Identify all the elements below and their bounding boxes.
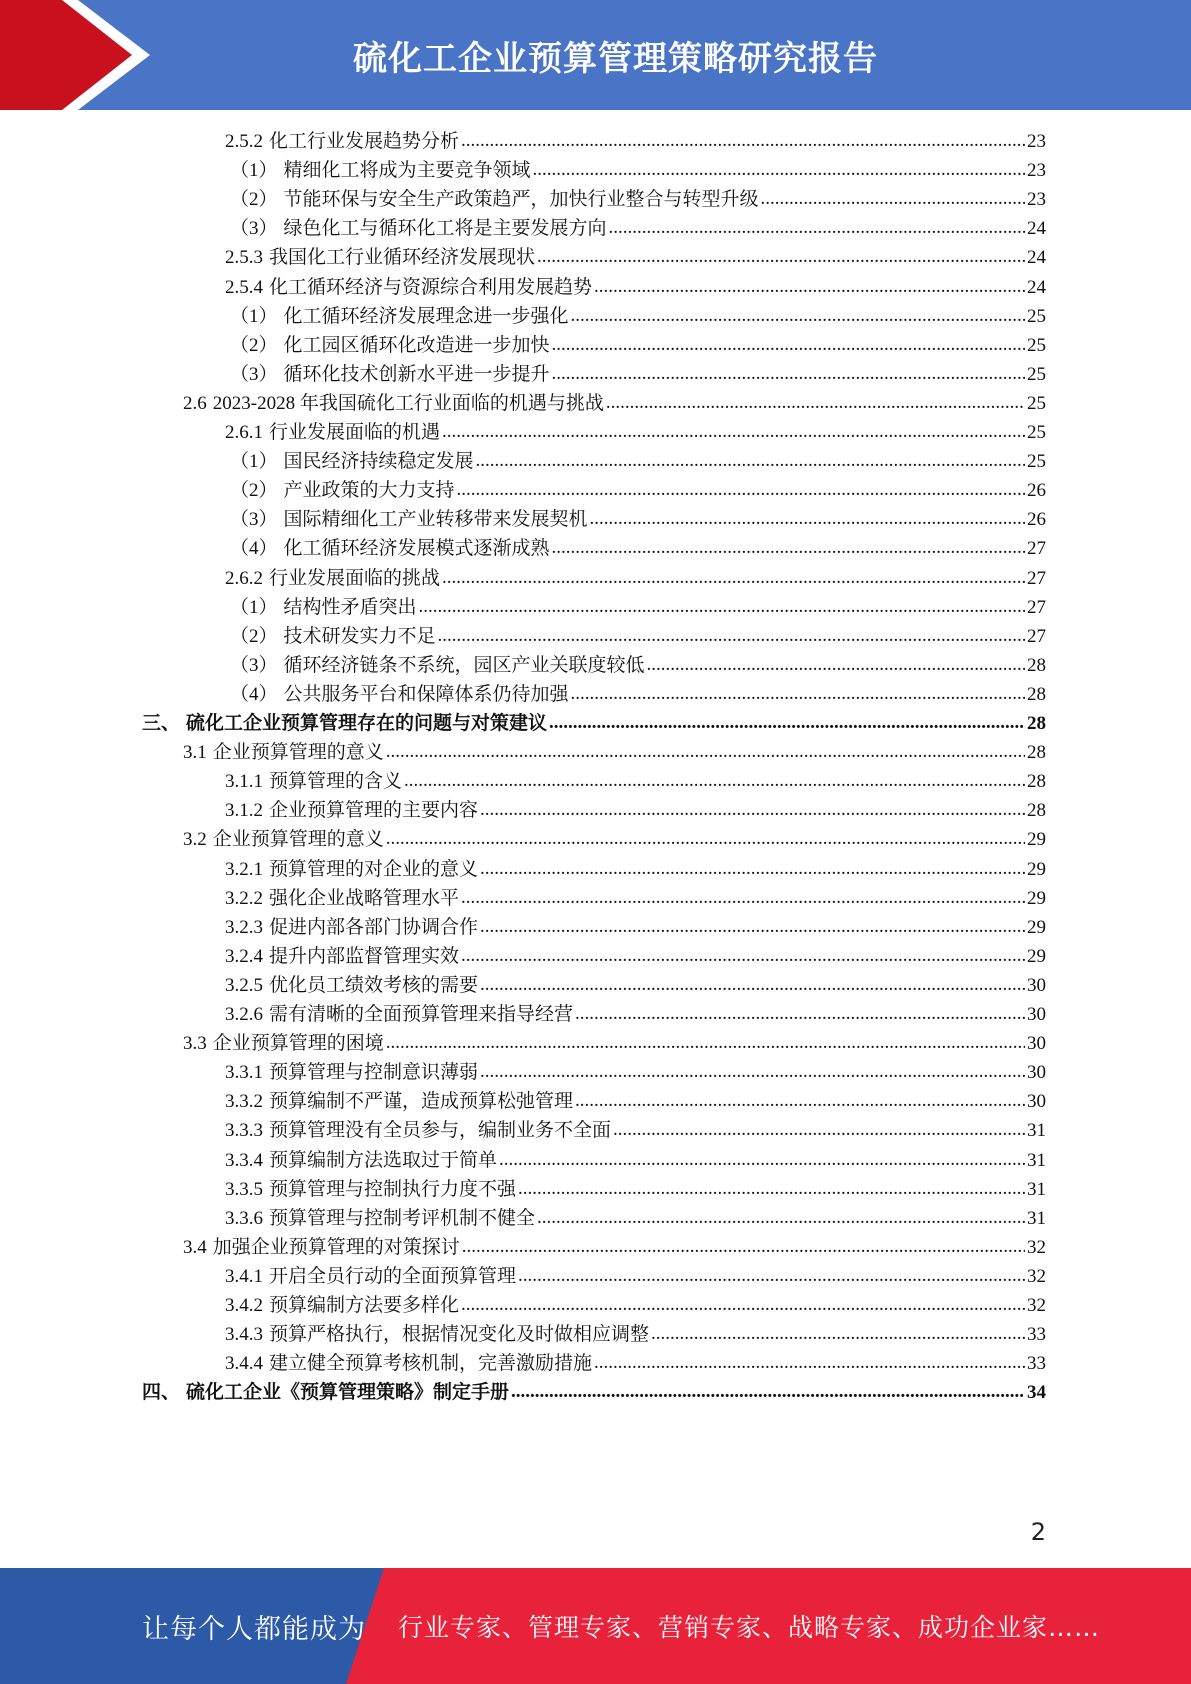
toc-dot-leader: [552, 369, 1025, 388]
toc-entry[interactable]: [0, 563, 1046, 594]
toc-dot-leader: [537, 252, 1025, 271]
toc-entry-title: 企业预算管理的意义: [212, 829, 384, 851]
toc-entry-title: 预算编制方法要多样化: [269, 1295, 460, 1316]
toc-entry-page: 31: [1027, 1120, 1046, 1142]
toc-entry-page: 32: [1027, 1236, 1046, 1258]
toc-entry-page: 30: [1027, 1091, 1046, 1113]
toc-dot-leader: [575, 1009, 1025, 1028]
toc-entry-number: 2.6: [183, 392, 207, 414]
toc-entry-title: 建立健全预算考核机制，完善激励措施: [269, 1353, 593, 1375]
toc-entry[interactable]: [0, 941, 1046, 972]
toc-entry-number: 3.2.2: [225, 887, 263, 909]
toc-entry-page: 23: [1027, 131, 1046, 152]
toc-dot-leader: [511, 1387, 1025, 1406]
toc-dot-leader: [609, 223, 1025, 242]
toc-entry-number: 3.2.4: [225, 945, 263, 967]
toc-entry-number: （2）: [230, 625, 278, 647]
toc-entry[interactable]: [0, 592, 1046, 623]
toc-entry[interactable]: [0, 679, 1046, 710]
toc-dot-leader: [480, 922, 1025, 941]
toc-entry-number: 四、: [142, 1382, 181, 1404]
toc-dot-leader: [386, 1038, 1025, 1057]
toc-entry[interactable]: [0, 970, 1046, 1001]
toc-entry-number: 3.4: [183, 1236, 207, 1258]
toc-entry[interactable]: [0, 417, 1046, 448]
toc-entry-title: 预算严格执行，根据情况变化及时做相应调整: [269, 1324, 650, 1346]
toc-entry-page: 28: [1027, 800, 1046, 822]
toc-entry-number: （2）: [230, 189, 278, 211]
toc-entry-page: 23: [1027, 189, 1046, 211]
toc-entry-page: 29: [1027, 887, 1046, 909]
toc-entry-number: 3.3.2: [225, 1091, 263, 1113]
toc-entry-number: （1）: [230, 160, 278, 182]
toc-dot-leader: [761, 194, 1025, 213]
toc-entry-number: 3.3.6: [225, 1207, 263, 1229]
toc-dot-leader: [476, 456, 1025, 475]
toc-entry-title: 预算编制不严谨，造成预算松弛管理: [269, 1091, 574, 1113]
toc-entry-title: 预算管理的对企业的意义: [269, 858, 479, 880]
toc-dot-leader: [480, 864, 1025, 883]
toc-dot-leader: [552, 543, 1025, 562]
page-header: [0, 0, 1191, 110]
toc-entry-page: 32: [1027, 1295, 1046, 1316]
toc-entry-page: 24: [1027, 247, 1046, 269]
toc-entry-page: 30: [1027, 1004, 1046, 1025]
toc-entry[interactable]: [0, 1203, 1046, 1234]
toc-entry-number: 3.1.1: [225, 771, 263, 793]
toc-entry-title: 国民经济持续稳定发展: [283, 451, 474, 473]
toc-entry-title: 强化企业战略管理水平: [269, 887, 460, 909]
toc-entry[interactable]: [0, 1232, 1046, 1263]
toc-entry-page: 26: [1027, 480, 1046, 502]
toc-entry-title: 2023-2028 年我国硫化工行业面临的机遇与挑战: [212, 392, 604, 414]
toc-entry[interactable]: [0, 708, 1046, 739]
toc-entry[interactable]: [0, 854, 1046, 885]
toc-entry-number: （1）: [230, 305, 278, 327]
toc-entry-page: 24: [1027, 218, 1046, 240]
toc-entry-number: （3）: [230, 218, 278, 240]
toc-dot-leader: [499, 1155, 1025, 1174]
toc-entry[interactable]: [0, 155, 1046, 186]
toc-entry-title: 绿色化工与循环化工将是主要发展方向: [283, 218, 607, 240]
toc-entry-page: 28: [1027, 742, 1046, 764]
toc-entry-title: 加强企业预算管理的对策探讨: [212, 1236, 460, 1258]
toc-entry[interactable]: [0, 1115, 1046, 1146]
toc-entry-title: 循环经济链条不系统，园区产业关联度较低: [283, 654, 645, 676]
toc-entry[interactable]: [0, 766, 1046, 797]
toc-dot-leader: [461, 893, 1025, 912]
toc-entry-page: 33: [1027, 1353, 1046, 1375]
toc-entry-number: （2）: [230, 480, 278, 502]
toc-entry-title: 产业政策的大力支持: [283, 480, 455, 502]
toc-dot-leader: [404, 776, 1025, 795]
toc-dot-leader: [461, 136, 1025, 155]
toc-entry-number: 3.4.3: [225, 1324, 263, 1346]
toc-entry-page: 27: [1027, 538, 1046, 560]
toc-entry-title: 提升内部监督管理实效: [269, 945, 460, 967]
toc-dot-leader: [386, 747, 1025, 766]
toc-entry-number: （1）: [230, 596, 278, 618]
toc-entry-number: 3.4.4: [225, 1353, 263, 1375]
toc-entry[interactable]: [0, 330, 1046, 361]
toc-entry-title: 硫化工企业预算管理存在的问题与对策建议: [186, 713, 548, 734]
toc-entry-page: 26: [1027, 509, 1046, 531]
toc-entry-number: （4）: [230, 538, 278, 560]
toc-dot-leader: [438, 631, 1025, 650]
toc-dot-leader: [480, 805, 1025, 824]
toc-entry[interactable]: [0, 1377, 1046, 1408]
toc-entry-page: 31: [1027, 1178, 1046, 1200]
toc-entry[interactable]: [0, 621, 1046, 652]
toc-entry-title: 预算管理与控制意识薄弱: [269, 1062, 479, 1084]
toc-entry-title: 行业发展面临的机遇: [269, 422, 441, 443]
toc-entry-number: 3.2.5: [225, 974, 263, 996]
toc-entry-title: 优化员工绩效考核的需要: [269, 974, 479, 996]
toc-dot-leader: [419, 602, 1025, 621]
toc-entry-title: 促进内部各部门协调合作: [269, 916, 479, 938]
toc-entry-number: 3.3.4: [225, 1149, 263, 1171]
toc-dot-leader: [462, 1242, 1025, 1261]
toc-entry-number: （3）: [230, 509, 278, 531]
toc-entry-page: 25: [1027, 451, 1046, 473]
toc-entry-page: 27: [1027, 567, 1046, 589]
toc-entry[interactable]: [0, 242, 1046, 273]
toc-dot-leader: [480, 980, 1025, 999]
toc-entry[interactable]: [0, 1174, 1046, 1205]
toc-entry[interactable]: [0, 1145, 1046, 1176]
toc-entry-number: 3.3.5: [225, 1178, 263, 1200]
toc-entry-number: 3.3.1: [225, 1062, 263, 1084]
toc-dot-leader: [647, 660, 1025, 679]
toc-entry-number: （3）: [230, 363, 278, 385]
toc-entry-title: 国际精细化工产业转移带来发展契机: [283, 509, 588, 531]
toc-entry-page: 34: [1027, 1382, 1046, 1404]
toc-entry-number: 3.1: [183, 742, 207, 764]
toc-entry[interactable]: [0, 1028, 1046, 1059]
toc-entry-title: 企业预算管理的困境: [212, 1033, 384, 1055]
toc-dot-leader: [461, 1300, 1025, 1319]
toc-dot-leader: [442, 427, 1025, 446]
toc-dot-leader: [549, 718, 1025, 737]
toc-entry-page: 29: [1027, 945, 1046, 967]
toc-entry-title: 技术研发实力不足: [283, 625, 436, 647]
toc-dot-leader: [571, 311, 1025, 330]
toc-entry-title: 节能环保与安全生产政策趋严，加快行业整合与转型升级: [283, 189, 759, 211]
toc-entry-number: 2.6.1: [225, 422, 263, 443]
toc-entry-number: 2.5.4: [225, 276, 263, 298]
toc-dot-leader: [552, 340, 1025, 359]
toc-entry[interactable]: [0, 126, 1046, 157]
toc-entry[interactable]: [0, 737, 1046, 768]
toc-entry[interactable]: [0, 213, 1046, 244]
toc-entry-page: 25: [1027, 422, 1046, 443]
toc-dot-leader: [518, 1271, 1025, 1290]
toc-entry[interactable]: [0, 301, 1046, 332]
toc-entry-title: 化工循环经济与资源综合利用发展趋势: [269, 276, 593, 298]
toc-dot-leader: [594, 282, 1025, 301]
toc-entry-page: 29: [1027, 916, 1046, 938]
toc-entry[interactable]: [0, 650, 1046, 681]
toc-entry-title: 精细化工将成为主要竞争领域: [283, 160, 531, 182]
toc-entry-page: 28: [1027, 654, 1046, 676]
toc-entry[interactable]: [0, 1057, 1046, 1088]
toc-entry[interactable]: [0, 1348, 1046, 1379]
toc-entry[interactable]: [0, 999, 1046, 1030]
toc-entry-page: 28: [1027, 683, 1046, 705]
document-title: 硫化工企业预算管理策略研究报告: [353, 38, 878, 79]
toc-entry-page: 30: [1027, 1062, 1046, 1084]
toc-entry-page: 24: [1027, 276, 1046, 298]
toc-dot-leader: [613, 1125, 1025, 1144]
toc-entry[interactable]: [0, 1086, 1046, 1117]
toc-entry-page: 31: [1027, 1207, 1046, 1229]
toc-dot-leader: [457, 485, 1025, 504]
toc-entry-page: 25: [1027, 392, 1046, 414]
toc-entry-page: 30: [1027, 974, 1046, 996]
toc-entry-title: 预算管理的含义: [269, 771, 403, 793]
toc-entry-number: （2）: [230, 334, 278, 356]
toc-entry-number: 3.3.3: [225, 1120, 263, 1142]
toc-entry-number: （4）: [230, 683, 278, 705]
toc-entry[interactable]: [0, 446, 1046, 477]
toc-entry[interactable]: [0, 475, 1046, 506]
toc-entry-title: 行业发展面临的挑战: [269, 567, 441, 589]
toc-entry-number: 3.2.6: [225, 1004, 263, 1025]
toc-entry-title: 企业预算管理的意义: [212, 742, 384, 764]
toc-entry-page: 25: [1027, 334, 1046, 356]
toc-entry-page: 29: [1027, 829, 1046, 851]
toc-entry-page: 25: [1027, 305, 1046, 327]
toc-dot-leader: [461, 951, 1025, 970]
toc-entry-number: 2.5.3: [225, 247, 263, 269]
toc-entry-page: 27: [1027, 596, 1046, 618]
toc-entry-number: （1）: [230, 451, 278, 473]
toc-entry-number: 3.2: [183, 829, 207, 851]
footer-slogan-left: 让每个人都能成为: [142, 1613, 366, 1645]
toc-dot-leader: [537, 1213, 1025, 1232]
toc-entry-title: 公共服务平台和保障体系仍待加强: [283, 683, 569, 705]
toc-dot-leader: [442, 573, 1025, 592]
toc-entry-title: 预算编制方法选取过于简单: [269, 1149, 498, 1171]
toc-entry-number: 3.4.2: [225, 1295, 263, 1316]
toc-entry-title: 化工循环经济发展理念进一步强化: [283, 305, 569, 327]
toc-entry[interactable]: [0, 795, 1046, 826]
toc-entry[interactable]: [0, 533, 1046, 564]
toc-dot-leader: [651, 1329, 1025, 1348]
toc-entry-number: 3.3: [183, 1033, 207, 1055]
toc-dot-leader: [575, 1096, 1025, 1115]
toc-entry-page: 25: [1027, 363, 1046, 385]
toc-entry-title: 循环化技术创新水平进一步提升: [283, 363, 550, 385]
toc-entry-number: 3.2.3: [225, 916, 263, 938]
toc-entry-title: 预算管理与控制执行力度不强: [269, 1178, 517, 1200]
toc-entry-page: 27: [1027, 625, 1046, 647]
toc-entry-title: 结构性矛盾突出: [283, 596, 417, 618]
toc-entry-number: 2.6.2: [225, 567, 263, 589]
toc-dot-leader: [480, 1067, 1025, 1086]
toc-entry-page: 31: [1027, 1149, 1046, 1171]
toc-entry[interactable]: [0, 1319, 1046, 1350]
toc-entry-page: 33: [1027, 1324, 1046, 1346]
toc-entry-number: 3.4.1: [225, 1265, 263, 1287]
page-number: 2: [1030, 1518, 1046, 1546]
toc-entry-number: 3.1.2: [225, 800, 263, 822]
toc-entry-title: 我国化工行业循环经济发展现状: [269, 247, 536, 269]
toc-entry-title: 需有清晰的全面预算管理来指导经营: [269, 1004, 574, 1025]
toc-entry-number: 三、: [142, 713, 181, 734]
toc-entry[interactable]: [0, 912, 1046, 943]
toc-entry-title: 硫化工企业《预算管理策略》制定手册: [186, 1382, 510, 1404]
toc-entry[interactable]: [0, 1261, 1046, 1292]
toc-entry-page: 28: [1027, 713, 1046, 734]
toc-entry-title: 预算管理与控制考评机制不健全: [269, 1207, 536, 1229]
toc-entry[interactable]: [0, 824, 1046, 855]
toc-entry[interactable]: [0, 504, 1046, 535]
toc-entry-page: 23: [1027, 160, 1046, 182]
toc-entry-page: 29: [1027, 858, 1046, 880]
toc-dot-leader: [590, 514, 1025, 533]
toc-dot-leader: [386, 834, 1025, 853]
toc-entry-page: 28: [1027, 771, 1046, 793]
toc-dot-leader: [594, 1358, 1025, 1377]
toc-dot-leader: [606, 398, 1025, 417]
toc-entry-number: 2.5.2: [225, 131, 263, 152]
toc-entry[interactable]: [0, 1290, 1046, 1321]
toc-entry[interactable]: [0, 388, 1046, 419]
toc-entry-title: 化工行业发展趋势分析: [269, 131, 460, 152]
footer-slogan-right: 行业专家、管理专家、营销专家、战略专家、成功企业家……: [398, 1613, 1101, 1642]
page-footer: [0, 1568, 1191, 1684]
toc-dot-leader: [571, 689, 1025, 708]
toc-entry-title: 企业预算管理的主要内容: [269, 800, 479, 822]
toc-entry[interactable]: [0, 184, 1046, 215]
toc-dot-leader: [518, 1184, 1025, 1203]
toc-entry[interactable]: [0, 883, 1046, 914]
toc-entry-title: 预算管理没有全员参与，编制业务不全面: [269, 1120, 612, 1142]
toc-entry-number: 3.2.1: [225, 858, 263, 880]
toc-entry-title: 化工循环经济发展模式逐渐成熟: [283, 538, 550, 560]
toc-dot-leader: [533, 165, 1025, 184]
toc-entry-number: （3）: [230, 654, 278, 676]
toc-entry-title: 化工园区循环化改造进一步加快: [283, 334, 550, 356]
toc-entry-page: 30: [1027, 1033, 1046, 1055]
toc-entry-page: 32: [1027, 1265, 1046, 1287]
toc-entry-title: 开启全员行动的全面预算管理: [269, 1265, 517, 1287]
toc-entry[interactable]: [0, 272, 1046, 303]
toc-entry[interactable]: [0, 359, 1046, 390]
